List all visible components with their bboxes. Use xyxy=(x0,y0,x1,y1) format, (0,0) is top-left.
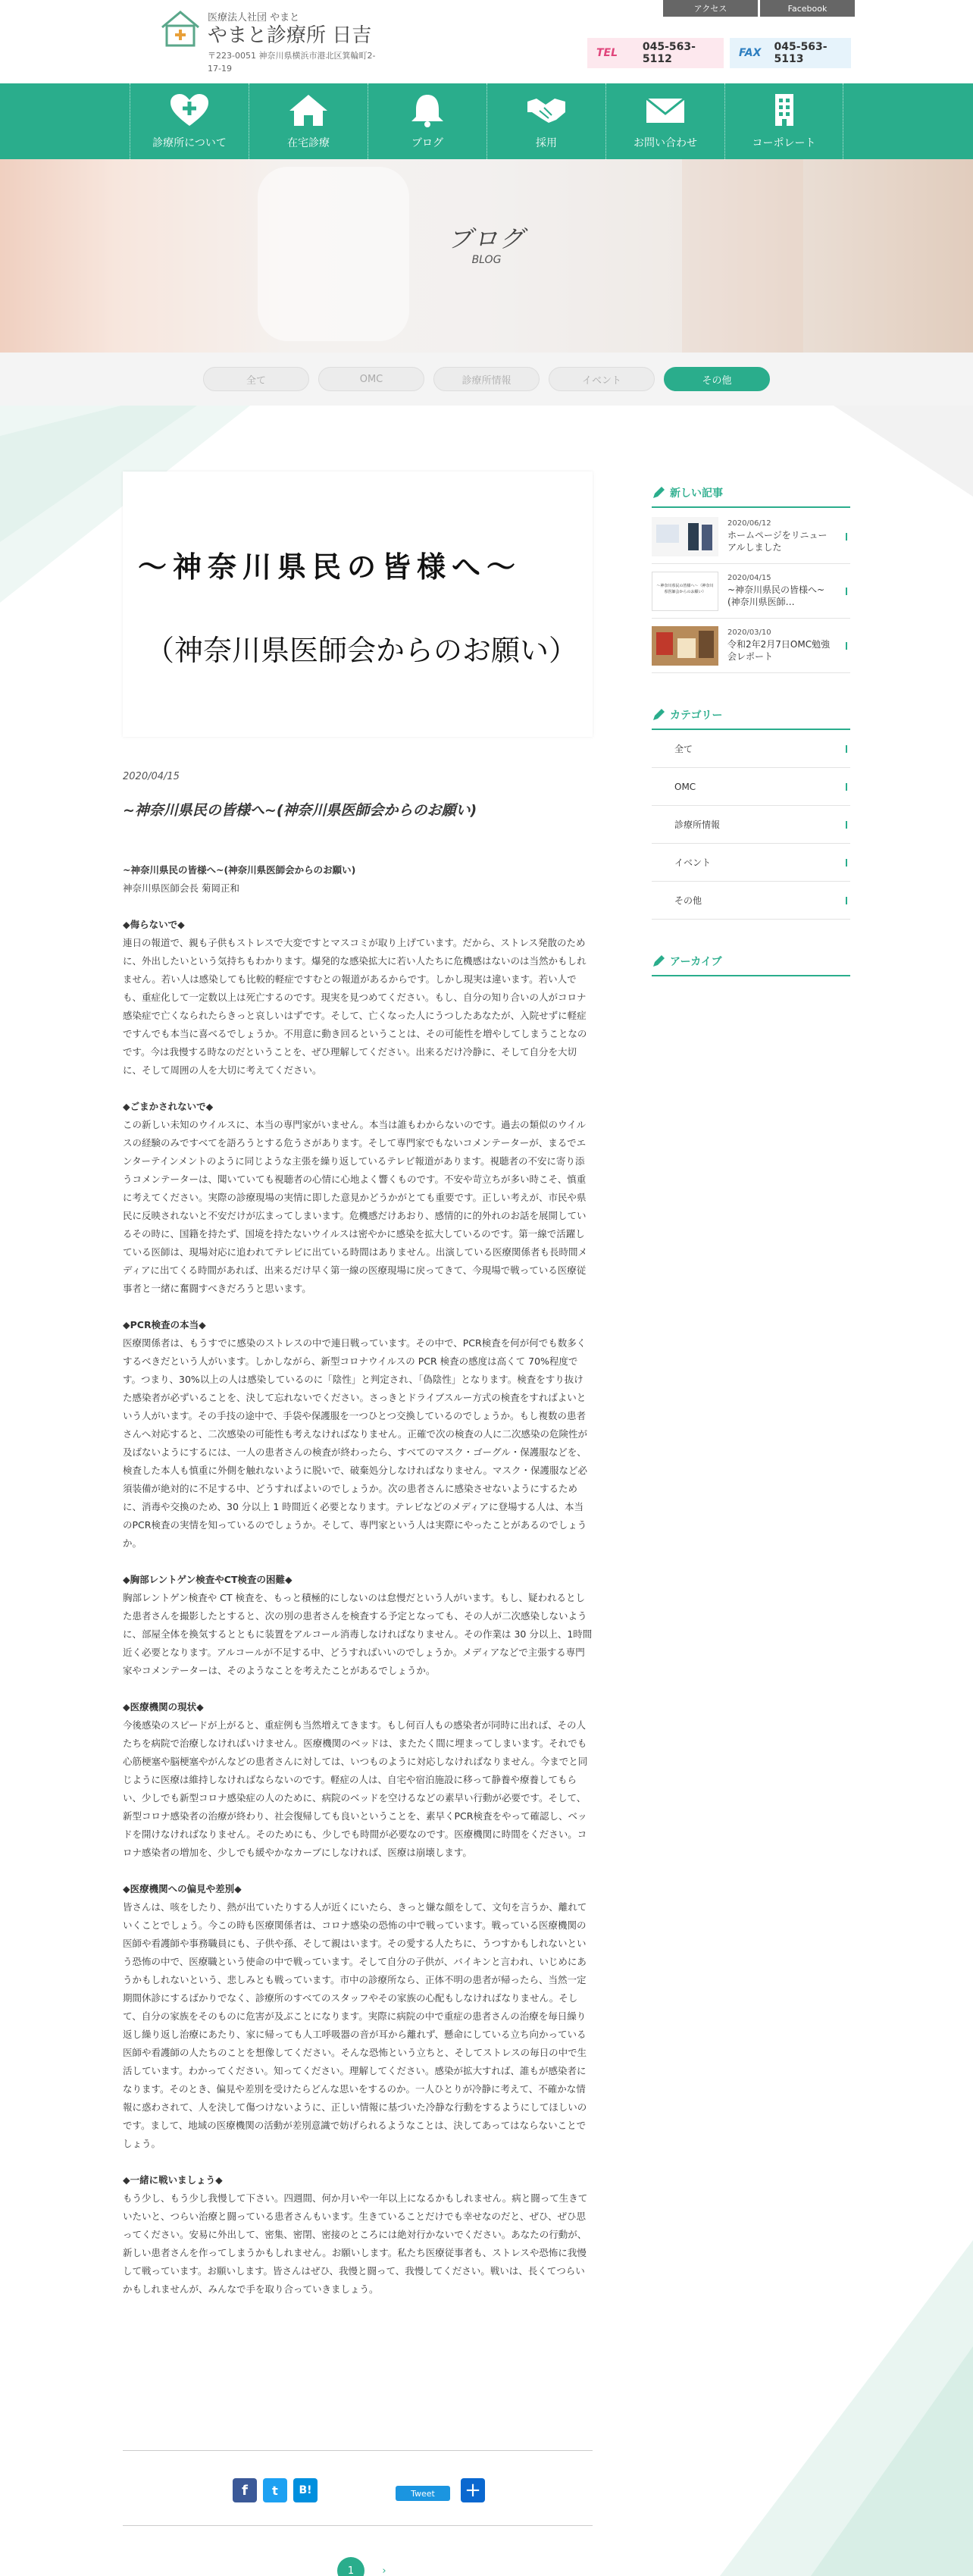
section-heading: ◆胸部レントゲン検査やCT検査の困難◆ xyxy=(123,1574,293,1585)
pencil-icon xyxy=(652,708,665,722)
category-item[interactable]: 診療所情報 xyxy=(652,806,850,844)
category-heading: カテゴリー xyxy=(652,707,850,730)
category-filter xyxy=(0,353,973,406)
tel-label: TEL xyxy=(596,47,618,59)
section-text: 胸部レントゲン検査や CT 検査を、もっと積極的にしないのは怠慢だという人がいます。もし、疑われるとした患者さんを撮影したとすると、次の別の患者さんを検査する予定となっても、その人が二次感染しないように、部屋全体を換気するとともに装置をアルコール消毒しなければなりません。その作業は 30 分以上、1時間近く必要となります。アルコールが不足する中、どうすればいいのでしょうか。メディアなどで主張する専門家やコメンテーターは、そのようなことを考えたことがあるでしょうか。 xyxy=(123,1592,593,1676)
nav-label: 採用 xyxy=(536,137,557,149)
page-current[interactable]: 1 xyxy=(337,2557,364,2576)
archive-heading[interactable]: アーカイブ xyxy=(652,954,850,976)
sidebar xyxy=(652,485,850,976)
recent-post-title: 令和2年2月7日OMC勉強会レポート xyxy=(727,639,831,662)
post-thumbnail xyxy=(652,626,718,666)
heart-plus-icon xyxy=(169,92,210,127)
section-text: この新しい未知のウイルスに、本当の専門家がいません。本当は誰もわからないのです。過去の類似のウイルスの経験のみですべてを語ろうとする危うさがあります。そして専門家でもないコメンテーターが、まるでエンターテインメントのように同じような主張を繰り返しているテレビ報道があります。視聴者の不安に寄り添うコメンテーターは、聞いていても視聴者の心情に心地よく響くものです。不安や苛立ちが多い時こそ、慎重に考えてください。実際の診療現場の実情に即した意見かどうかがとても重要です。正しい考えが、市民や県民に反映されないと不安だけが広まってしまいます。危機感だけあおり、感情的に的外れのお話を展開しているその時に、国籍を持たず、国境を持たないウイルスは密やかに感染を拡大しているのです。第一線で活躍している医師は、現場対応に追われてテレビに出ている時間はありません。出演している医療関係者も長時間メディアに出てくる時間があれば、出来るだけ早く第一線の医療現場に戻ってきて、今現場で戦っている医療従事者と一緒に奮闘すべきだろうと思います。 xyxy=(123,1119,588,1294)
add-share-button[interactable]: + xyxy=(461,2478,485,2502)
facebook-share-icon[interactable]: f xyxy=(233,2478,257,2502)
filter-clinic-info[interactable]: 診療所情報 xyxy=(433,367,540,391)
recent-post-title: ~神奈川県民の皆様へ~(神奈川県医師… xyxy=(727,584,825,607)
chevron-right-icon xyxy=(844,588,847,595)
page-next-icon[interactable]: › xyxy=(382,2565,386,2576)
eyecatch-image xyxy=(123,472,593,737)
section-heading: ◆医療機関の現状◆ xyxy=(123,1701,204,1713)
main-nav xyxy=(0,83,973,159)
filter-all[interactable]: 全て xyxy=(203,367,309,391)
post-section xyxy=(123,1698,593,1862)
category-list xyxy=(652,730,850,920)
eyecatch-line2: （神奈川県医師会からのお願い） xyxy=(145,634,578,667)
category-item[interactable]: イベント xyxy=(652,844,850,882)
page-subtitle: BLOG xyxy=(471,254,502,266)
section-heading: ◆侮らないで◆ xyxy=(123,919,185,930)
post-title: ~神奈川県民の皆様へ~(神奈川県医師会からのお願い) xyxy=(123,802,477,819)
nav-item-home-care[interactable] xyxy=(249,83,368,159)
section-heading: ◆一緒に戦いましょう◆ xyxy=(123,2174,223,2186)
nav-item-blog[interactable] xyxy=(368,83,486,159)
chevron-right-icon xyxy=(844,783,847,791)
logo-corp-name: 医療法人社団 やまと xyxy=(208,12,300,24)
fax-label: FAX xyxy=(739,47,762,59)
recent-post[interactable] xyxy=(652,564,850,619)
logo-clinic-name: やまと診療所 日吉 xyxy=(208,24,372,47)
post-section xyxy=(123,2171,593,2299)
blog-article xyxy=(123,472,593,2317)
post-thumbnail: ～神奈川県民の皆様へ～（神奈川県医師会からのお願い） xyxy=(652,572,718,611)
filter-other[interactable]: その他 xyxy=(664,367,770,391)
tel-box[interactable] xyxy=(587,38,724,68)
pencil-icon xyxy=(652,486,665,500)
access-link[interactable]: アクセス xyxy=(663,0,758,17)
facebook-link[interactable]: Facebook xyxy=(760,0,855,17)
section-text: もう少し、もう少し我慢して下さい。四週間、何か月いや一年以上になるかもしれません。病と闘って生きていたいと、つらい治療と闘っている患者さんもいます。生きていることだけでも幸せなのだと、ぜひ、ぜひ思ってください。安易に外出して、密集、密閉、密接のところには絶対行かないでください。あなたの行動が、新しい患者さんを作ってしまうかもしれません。お願いします。私たち医療従事者も、ストレスや恐怖に我慢して戦っています。お願いします。皆さんはぜひ、我慢と闘って、我慢してください。戦いは、長くてつらいかもしれませんが、みんなで手を取り合っていきましょう。 xyxy=(123,2192,588,2295)
site-logo[interactable] xyxy=(159,9,382,75)
post-section xyxy=(123,1571,593,1680)
house-plus-logo-icon xyxy=(159,9,202,47)
post-section xyxy=(123,1880,593,2153)
tel-number: 045-563-5112 xyxy=(642,41,696,65)
recent-posts xyxy=(652,509,850,673)
post-section xyxy=(123,916,593,1080)
section-text: 今後感染のスピードが上がると、重症例も当然増えてきます。もし何百人もの感染者が同時に出れば、その人たちを病院で治療しなければいけません。医療機関のベッドは、またたく間に埋まってしまいます。それでも心筋梗塞や脳梗塞やがんなどの患者さんに対しては、いつものように対応しなければなりません。今までと同じように医療は維持しなければならないのです。軽症の人は、自宅や宿泊施設に移って静養や療養してもらい、少しでも新型コロナ感染症の人のために、病院のベッドを空けるなどの素早い行動が必要です。そして、新型コロナ感染者の治療が終わり、社会復帰しても良いということを、素早くPCR検査をやって確認し、ベッドを開けなければなりません。そのためにも、少しでも時間が必要なのです。医療機関に時間をください。コロナ感染者の増加を、少しでも緩やかなカーブにしなければ、医療は崩壊します。 xyxy=(123,1719,588,1858)
recent-post-date: 2020/04/15 xyxy=(727,574,771,582)
filter-omc[interactable]: OMC xyxy=(318,367,424,391)
category-item[interactable]: 全て xyxy=(652,730,850,768)
nav-item-corporate[interactable] xyxy=(724,83,843,159)
section-heading: ◆ごまかされないで◆ xyxy=(123,1101,214,1112)
content-area xyxy=(0,406,973,2576)
chevron-right-icon xyxy=(844,897,847,904)
tweet-button[interactable]: Tweet xyxy=(396,2486,450,2501)
nav-item-about[interactable] xyxy=(130,83,249,159)
recent-posts-heading: 新しい記事 xyxy=(652,485,850,508)
top-links xyxy=(663,0,855,17)
page-hero xyxy=(0,159,973,353)
handshake-icon xyxy=(526,92,567,127)
eyecatch-line1: ～神奈川県民の皆様へ～ xyxy=(138,550,522,584)
post-section xyxy=(123,1098,593,1298)
section-text: 医療関係者は、もうすでに感染のストレスの中で連日戦っています。その中で、PCR検査を何が何でも数多くするべきだという人がいます。しかしながら、新型コロナウイルスの PCR 検査の感度は高くて 70%程度です。つまり、30%以上の人は感染しているのに「陰性」と判定され、「偽陰性」となります。検査をすり抜けた感染者が必ずいることを、決して忘れないでください。さっきとドライブスルー方式の検査をすればよいという人がいます。その手技の途中で、手袋や保護服を一つひとつ交換しているのでしょうか。もし複数の患者さんへ対応すると、二次感染の可能性も考えなければなりません。正確で次の検査の人に二次感染の危険性が及ばないようにするには、一人の患者さんの検査が終わったら、すべてのマスク・ゴーグル・保護服などを、検査した本人も慎重に外側を触れないように脱いで、破棄処分しなければなりません。マスク・保護服など必須装備が絶対的に不足する中、どうすればよいのでしょうか。次の患者さんに感染させないようにするために、消毒や交換のため、30 分以上 1 時間近く必要となります。テレビなどのメディアに登場する人は、本当のPCR検査の実情を知っているのでしょうか。そして、専門家という人は実際にやったことがあるのでしょうか。 xyxy=(123,1337,588,1549)
pagination xyxy=(337,2557,393,2576)
recent-post[interactable] xyxy=(652,619,850,673)
post-section xyxy=(123,1316,593,1553)
envelope-icon xyxy=(645,92,686,127)
fax-number: 045-563-5113 xyxy=(774,41,828,65)
section-text: 皆さんは、咳をしたり、熱が出ていたりする人が近くにいたら、きっと嫌な顔をして、文句を言うか、離れていくことでしょう。今この時も医療関係者は、コロナ感染の恐怖の中で戦っています。戦っている医療機関の医師や看護師や事務職員にも、子供や孫、そして親はいます。その愛する人たちに、うつすかもしれないという恐怖の中で、医療職という使命の中で戦っています。そして自分の子供が、バイキンと言われ、いじめにあうかもしれないという、悲しみとも戦っています。市中の診療所なら、正体不明の患者が帰ったら、当然一定期間休診にするばかりでなく、診療所のすべてのスタッフやその家族の心配もしなければなりません。そして、自分の家族をそのものに危害が及ぶことになります。実際に病院の中で重症の患者さんの治療を毎日繰り返し繰り返し治療にあたり、家に帰っても人工呼吸器の音が耳から離れず、懸命にしている立ち向かっている医師や看護師の人たちのことを想像してください。そんな恐怖という立ちと、そしてストレスの毎日の中で生活しています。わかってください。知ってください。理解してください。感染が拡大すれば、誰もが感染者になります。そのとき、偏見や差別を受けたらどんな思いをするのか。一人ひとりが冷静に考えて、不確かな情報に惑わされて、人を決して傷つけないように、正しい情報に基づいた冷静な行動をするようにしてほしいのです。まして、地域の医療機関の活動が差別意識で妨げられるようなことは、決してあってはならないことでしょう。 xyxy=(123,1901,587,2149)
intro-title: ~神奈川県民の皆様へ~(神奈川県医師会からのお願い) xyxy=(123,864,356,876)
recent-post-title: ホームページをリニューアルしました xyxy=(727,530,828,553)
house-icon xyxy=(288,92,329,127)
post-body xyxy=(123,861,593,2299)
contact-numbers xyxy=(587,38,851,68)
nav-label: お問い合わせ xyxy=(634,137,697,149)
nav-label: ブログ xyxy=(411,137,443,149)
category-item[interactable]: OMC xyxy=(652,768,850,806)
recent-post[interactable] xyxy=(652,509,850,564)
recent-post-date: 2020/03/10 xyxy=(727,628,771,637)
chevron-right-icon xyxy=(844,859,847,867)
section-heading: ◆PCR検査の本当◆ xyxy=(123,1319,206,1330)
chevron-right-icon xyxy=(844,642,847,650)
chevron-right-icon xyxy=(844,745,847,753)
nav-label: 在宅診療 xyxy=(287,137,330,149)
nav-label: コーポレート xyxy=(752,137,816,149)
intro-author: 神奈川県医師会長 菊岡正和 xyxy=(123,882,239,894)
chevron-right-icon xyxy=(844,821,847,829)
nav-item-recruit[interactable] xyxy=(486,83,605,159)
nav-label: 診療所について xyxy=(152,137,227,149)
post-thumbnail xyxy=(652,517,718,556)
bell-icon xyxy=(407,92,448,127)
pencil-icon xyxy=(652,954,665,968)
hatena-bookmark-icon[interactable]: B! xyxy=(293,2478,318,2502)
share-bar xyxy=(123,2450,593,2526)
chevron-right-icon xyxy=(844,533,847,541)
section-text: 連日の報道で、親も子供もストレスで大変ですとマスコミが取り上げています。だから、ストレス発散のために、外出したいという気持ちもわかります。爆発的な感染拡大に若い人たちに危機感はないのは当然かもしれません。若い人は感染しても比較的軽症ですむとの報道があるからです。しかし現実は違います。若い人でも、重症化して一定数以上は死亡するのです。現実を見つめてください。もし、自分の知り合いの人がコロナ感染症で亡くなられたらきっと哀しいはずです。そして、亡くなった人にうつしたあなたが、入院せずに軽症ですんでも本当に喜べるでしょうか。不用意に動き回るということは、その可能性を増やしてしまうことなのです。今は我慢する時なのだということを、ぜひ理解してください。出来るだけ冷静に、そして自分を大切に、そして周囲の人を大切に考えてください。 xyxy=(123,937,587,1076)
building-icon xyxy=(764,92,805,127)
fax-box xyxy=(730,38,851,68)
filter-event[interactable]: イベント xyxy=(549,367,655,391)
post-date: 2020/04/15 xyxy=(123,771,180,782)
site-header xyxy=(0,0,973,83)
clinic-address: 〒223-0051 神奈川県横浜市港北区箕輪町2-17-19 xyxy=(208,51,376,74)
section-heading: ◆医療機関への偏見や差別◆ xyxy=(123,1883,242,1894)
page-title: ブログ xyxy=(447,224,525,253)
recent-post-date: 2020/06/12 xyxy=(727,519,771,528)
category-item[interactable]: その他 xyxy=(652,882,850,920)
twitter-share-icon[interactable]: t xyxy=(263,2478,287,2502)
nav-item-contact[interactable] xyxy=(605,83,724,159)
